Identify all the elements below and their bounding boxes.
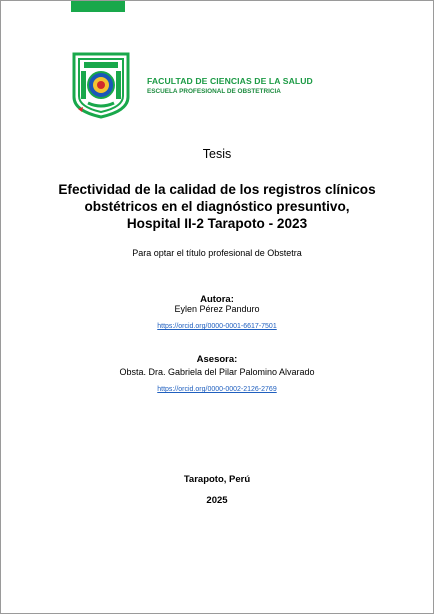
advisor-orcid-link[interactable]: https://orcid.org/0000-0002-2126-2769 xyxy=(157,386,277,393)
advisor-name: Obsta. Dra. Gabriela del Pilar Palomino Alvarado xyxy=(119,367,315,377)
institution-header xyxy=(70,51,313,119)
author-name: Eylen Pérez Panduro xyxy=(174,304,260,314)
school-name: ESCUELA PROFESIONAL DE OBSTETRICIA xyxy=(147,87,281,95)
faculty-block xyxy=(147,76,313,95)
university-seal-icon xyxy=(70,51,132,119)
place: Tarapoto, Perú xyxy=(183,474,251,485)
faculty-name: FACULTAD DE CIENCIAS DE LA SALUD xyxy=(147,75,313,86)
thesis-title-line-1: Efectividad de la calidad de los registros clínicos xyxy=(58,182,376,197)
thesis-title-line-3: Hospital II-2 Tarapoto - 2023 xyxy=(126,216,308,231)
thesis-title-line-2: obstétricos en el diagnóstico presuntivo, xyxy=(84,199,350,214)
document-type: Tesis xyxy=(202,147,232,161)
green-header-bar xyxy=(71,1,125,12)
degree-purpose: Para optar el título profesional de Obstetra xyxy=(132,248,302,258)
advisor-label: Asesora: xyxy=(196,354,238,365)
author-orcid-link[interactable]: https://orcid.org/0000-0001-6617-7501 xyxy=(157,323,277,330)
author-label: Autora: xyxy=(200,294,234,305)
thesis-title xyxy=(1,181,433,232)
year: 2025 xyxy=(206,495,228,506)
